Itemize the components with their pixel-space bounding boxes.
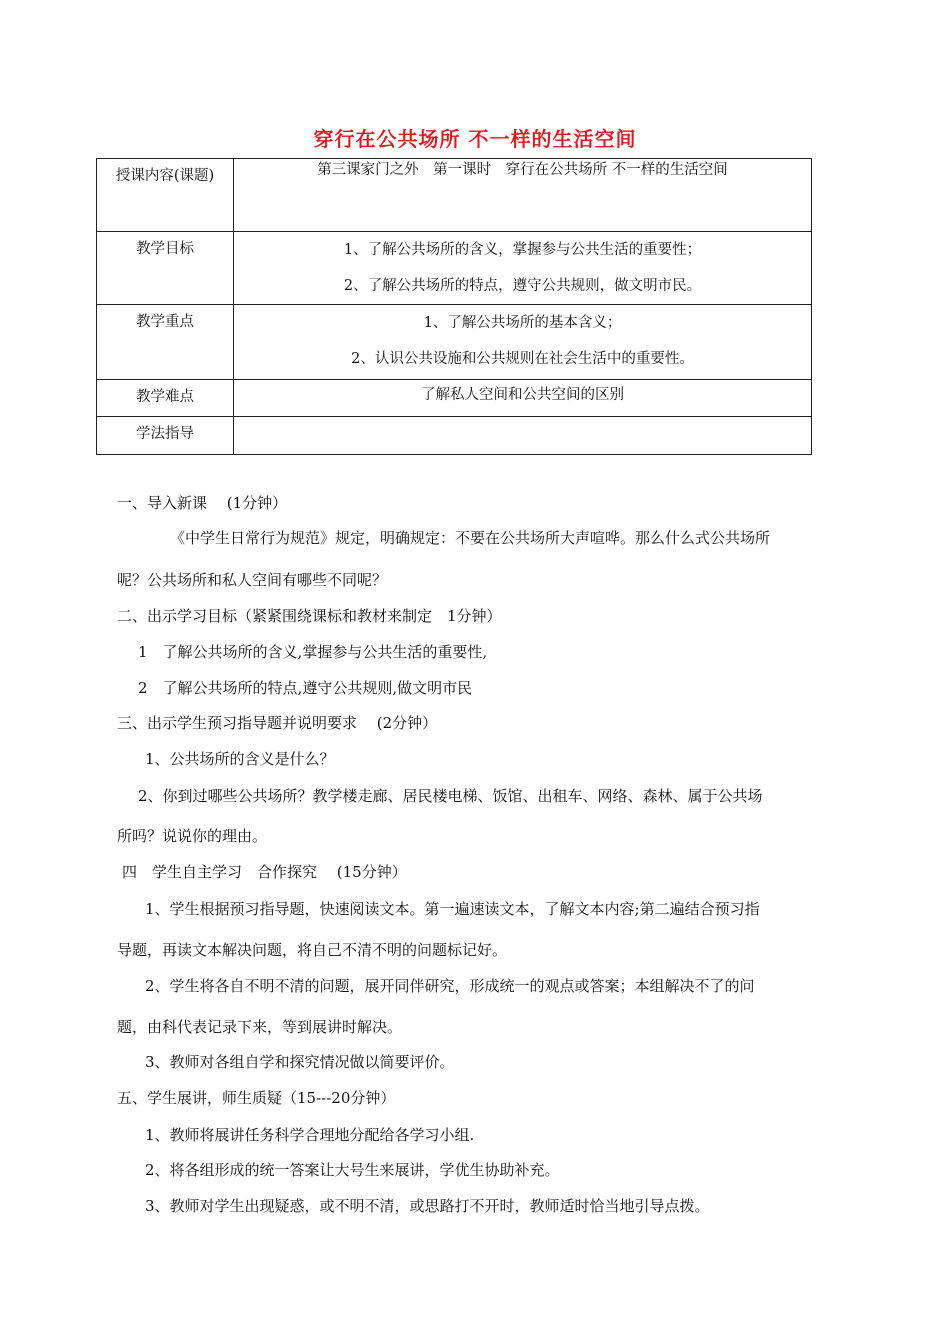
paragraph-line: 题，由科代表记录下来，等到展讲时解决。 [117, 1018, 403, 1036]
list-item: 2、学生将各自不明不清的问题，展开同伴研究，形成统一的观点或答案；本组解决不了的问 [145, 977, 755, 995]
content-line: 第三课家门之外 第一课时 穿行在公共场所 不一样的生活空间 [317, 162, 728, 178]
list-item: 2 了解公共场所的特点,遵守公共规则,做文明市民 [138, 679, 473, 697]
list-item: 1、公共场所的含义是什么？ [145, 750, 335, 768]
list-item: 3、教师对各组自学和探究情况做以简要评价。 [145, 1053, 455, 1071]
section-heading: 五、学生展讲，师生质疑（15---20分钟） [117, 1089, 396, 1107]
paragraph-line: 所吗？说说你的理由。 [117, 827, 268, 845]
paragraph-line: 呢？公共场所和私人空间有哪些不同呢？ [117, 571, 388, 589]
list-item: 2、你到过哪些公共场所？教学楼走廊、居民楼电梯、饭馆、出租车、网络、森林、属于公共场 [138, 787, 763, 805]
row-label-topic: 授课内容(课题) [97, 159, 234, 232]
section-heading: 四 学生自主学习 合作探究 (15分钟） [122, 863, 407, 881]
section-heading: 三、出示学生预习指导题并说明要求 (2分钟） [117, 714, 438, 732]
row-label-method: 学法指导 [97, 417, 234, 455]
content-line: 1、了解公共场所的基本含义； [423, 315, 622, 331]
paragraph-line: 导题，再读文本解决问题，将自己不清不明的问题标记好。 [117, 941, 508, 959]
list-item: 2、将各组形成的统一答案让大号生来展讲，学优生协助补充。 [145, 1161, 560, 1179]
section-heading: 二、出示学习目标（紧紧围绕课标和教材来制定 1分钟） [117, 607, 502, 625]
list-item: 1、学生根据预习指导题，快速阅读文本。第一遍速读文本，了解文本内容;第二遍结合预习指 [145, 900, 760, 918]
content-line: 2、认识公共设施和公共规则在社会生活中的重要性。 [351, 351, 694, 367]
list-item: 1、教师将展讲任务科学合理地分配给各学习小组. [145, 1126, 475, 1144]
content-line: 2、了解公共场所的特点，遵守公共规则，做文明市民。 [343, 278, 702, 294]
content-line: 了解私人空间和公共空间的区别 [421, 387, 624, 403]
lesson-title: 穿行在公共场所 不一样的生活空间 [313, 127, 637, 151]
row-label-difficulty: 教学难点 [97, 380, 234, 417]
section-heading: 一、导入新课 (1分钟） [117, 494, 288, 512]
list-item: 1 了解公共场所的含义,掌握参与公共生活的重要性, [138, 643, 488, 661]
row-label-goals: 教学目标 [97, 232, 234, 305]
row-label-key-points: 教学重点 [97, 305, 234, 380]
content-line: 1、了解公共场所的含义，掌握参与公共生活的重要性； [343, 242, 702, 258]
list-item: 3、教师对学生出现疑惑，或不明不清，或思路打不开时，教师适时恰当地引导点拨。 [145, 1197, 710, 1215]
paragraph-line: 《中学生日常行为规范》规定，明确规定：不要在公共场所大声喧哗。那么什么式公共场所 [170, 529, 771, 547]
